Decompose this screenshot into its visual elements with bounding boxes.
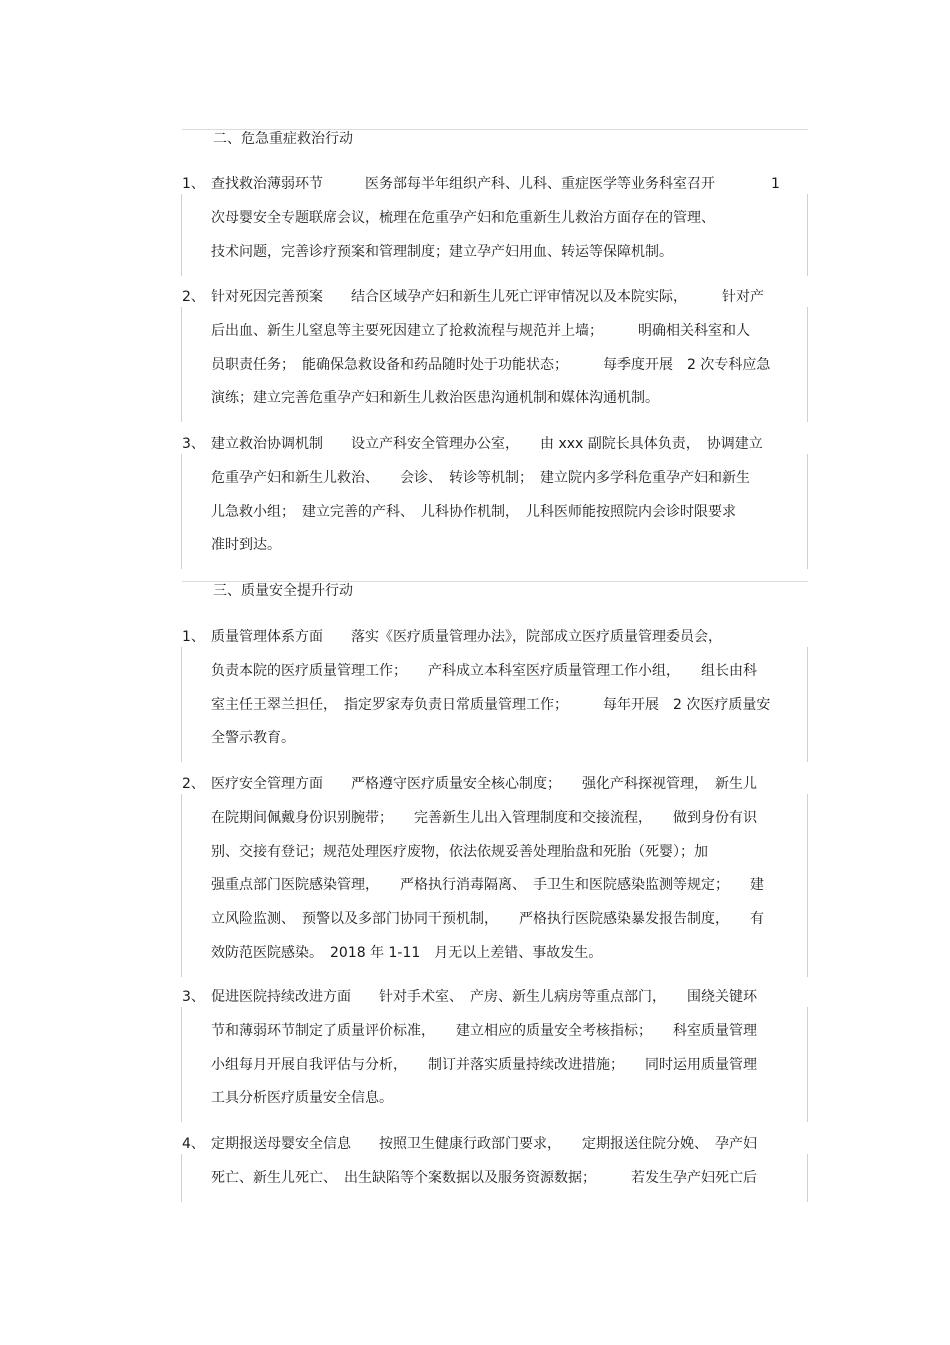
- item-number: 3、: [182, 436, 205, 452]
- paragraph-line: 工具分析医疗质量安全信息。: [211, 1090, 393, 1107]
- paragraph-line: 定期报送母婴安全信息 按照卫生健康行政部门要求， 定期报送住院分娩、 孕产妇: [211, 1136, 757, 1152]
- item-number: 3、: [182, 989, 205, 1005]
- margin-rule: [181, 1154, 182, 1202]
- paragraph-line: 别、交接有登记；规范处理医疗废物，依法依规妥善处理胎盘和死胎（死婴）；加: [211, 843, 708, 860]
- paragraph-line: 针对死因完善预案 结合区域孕产妇和新生儿死亡评审情况以及本院实际， 针对产: [211, 289, 764, 305]
- margin-rule: [807, 1154, 808, 1202]
- item-number: 4、: [182, 1136, 205, 1152]
- paragraph-line: 演练；建立完善危重孕产妇和新生儿救治医患沟通机制和媒体沟通机制。: [211, 390, 659, 407]
- item-number: 2、: [182, 289, 205, 305]
- paragraph-line: 效防范医院感染。 2018 年 1-11 月无以上差错、事故发生。: [211, 945, 603, 961]
- paragraph-line: 儿急救小组； 建立完善的产科、 儿科协作机制， 儿科医师能按照院内会诊时限要求: [211, 503, 736, 520]
- paragraph-line: 危重孕产妇和新生儿救治、 会诊、 转诊等机制； 建立院内多学科危重孕产妇和新生: [211, 469, 750, 486]
- item-number: 2、: [182, 776, 205, 792]
- margin-rule: [807, 307, 808, 422]
- paragraph-line: 医疗安全管理方面 严格遵守医疗质量安全核心制度； 强化产科探视管理， 新生儿: [211, 776, 757, 792]
- paragraph-line: 全警示教育。: [211, 730, 295, 747]
- item-number: 1、: [182, 176, 205, 192]
- section-heading: 三、质量安全提升行动: [213, 583, 353, 599]
- section-rule: [182, 581, 808, 582]
- item-number: 1、: [182, 629, 205, 645]
- paragraph-line: 后出血、新生儿窒息等主要死因建立了抢救流程与规范并上墙； 明确相关科室和人: [211, 322, 750, 339]
- paragraph-line: 技术问题，完善诊疗预案和管理制度；建立孕产妇用血、转运等保障机制。: [211, 243, 673, 260]
- section-heading: 二、危急重症救治行动: [213, 131, 353, 147]
- margin-rule: [181, 454, 182, 569]
- margin-rule: [181, 647, 182, 762]
- margin-rule: [807, 794, 808, 977]
- paragraph-line: 建立救治协调机制 设立产科安全管理办公室， 由 xxx 副院长具体负责， 协调建立: [211, 436, 763, 452]
- margin-rule: [807, 454, 808, 569]
- paragraph-line: 员职责任务； 能确保急救设备和药品随时处于功能状态； 每季度开展 2 次专科应急: [211, 356, 771, 373]
- paragraph-line: 死亡、新生儿死亡、 出生缺陷等个案数据以及服务资源数据； 若发生孕产妇死亡后: [211, 1169, 757, 1186]
- margin-rule: [181, 307, 182, 422]
- paragraph-line: 节和薄弱环节制定了质量评价标准， 建立相应的质量安全考核指标； 科室质量管理: [211, 1022, 757, 1039]
- section-rule: [182, 129, 808, 130]
- paragraph-line: 强重点部门医院感染管理， 严格执行消毒隔离、 手卫生和医院感染监测等规定； 建: [211, 877, 764, 894]
- margin-rule: [807, 647, 808, 762]
- paragraph-line: 次母婴安全专题联席会议，梳理在危重孕产妇和危重新生儿救治方面存在的管理、: [211, 209, 715, 226]
- paragraph-line: 负责本院的医疗质量管理工作； 产科成立本科室医疗质量管理工作小组， 组长由科: [211, 662, 757, 679]
- paragraph-line: 促进医院持续改进方面 针对手术室、 产房、新生儿病房等重点部门， 围绕关键环: [211, 989, 757, 1005]
- paragraph-line: 在院期间佩戴身份识别腕带； 完善新生儿出入管理制度和交接流程， 做到身份有识: [211, 809, 757, 826]
- paragraph-line: 小组每月开展自我评估与分析， 制订并落实质量持续改进措施； 同时运用质量管理: [211, 1056, 757, 1073]
- paragraph-line: 质量管理体系方面 落实《医疗质量管理办法》，院部成立医疗质量管理委员会，: [211, 629, 722, 645]
- paragraph-line: 准时到达。: [211, 537, 281, 554]
- margin-rule: [181, 794, 182, 977]
- paragraph-line: 室主任王翠兰担任， 指定罗家寿负责日常质量管理工作； 每年开展 2 次医疗质量安: [211, 696, 771, 713]
- paragraph-line: 立风险监测、 预警以及多部门协同干预机制， 严格执行医院感染暴发报告制度， 有: [211, 911, 764, 928]
- margin-rule: [807, 194, 808, 276]
- margin-rule: [181, 194, 182, 276]
- paragraph-line: 查找救治薄弱环节 医务部每半年组织产科、儿科、重症医学等业务科室召开 1: [211, 176, 780, 192]
- margin-rule: [807, 1007, 808, 1122]
- margin-rule: [181, 1007, 182, 1122]
